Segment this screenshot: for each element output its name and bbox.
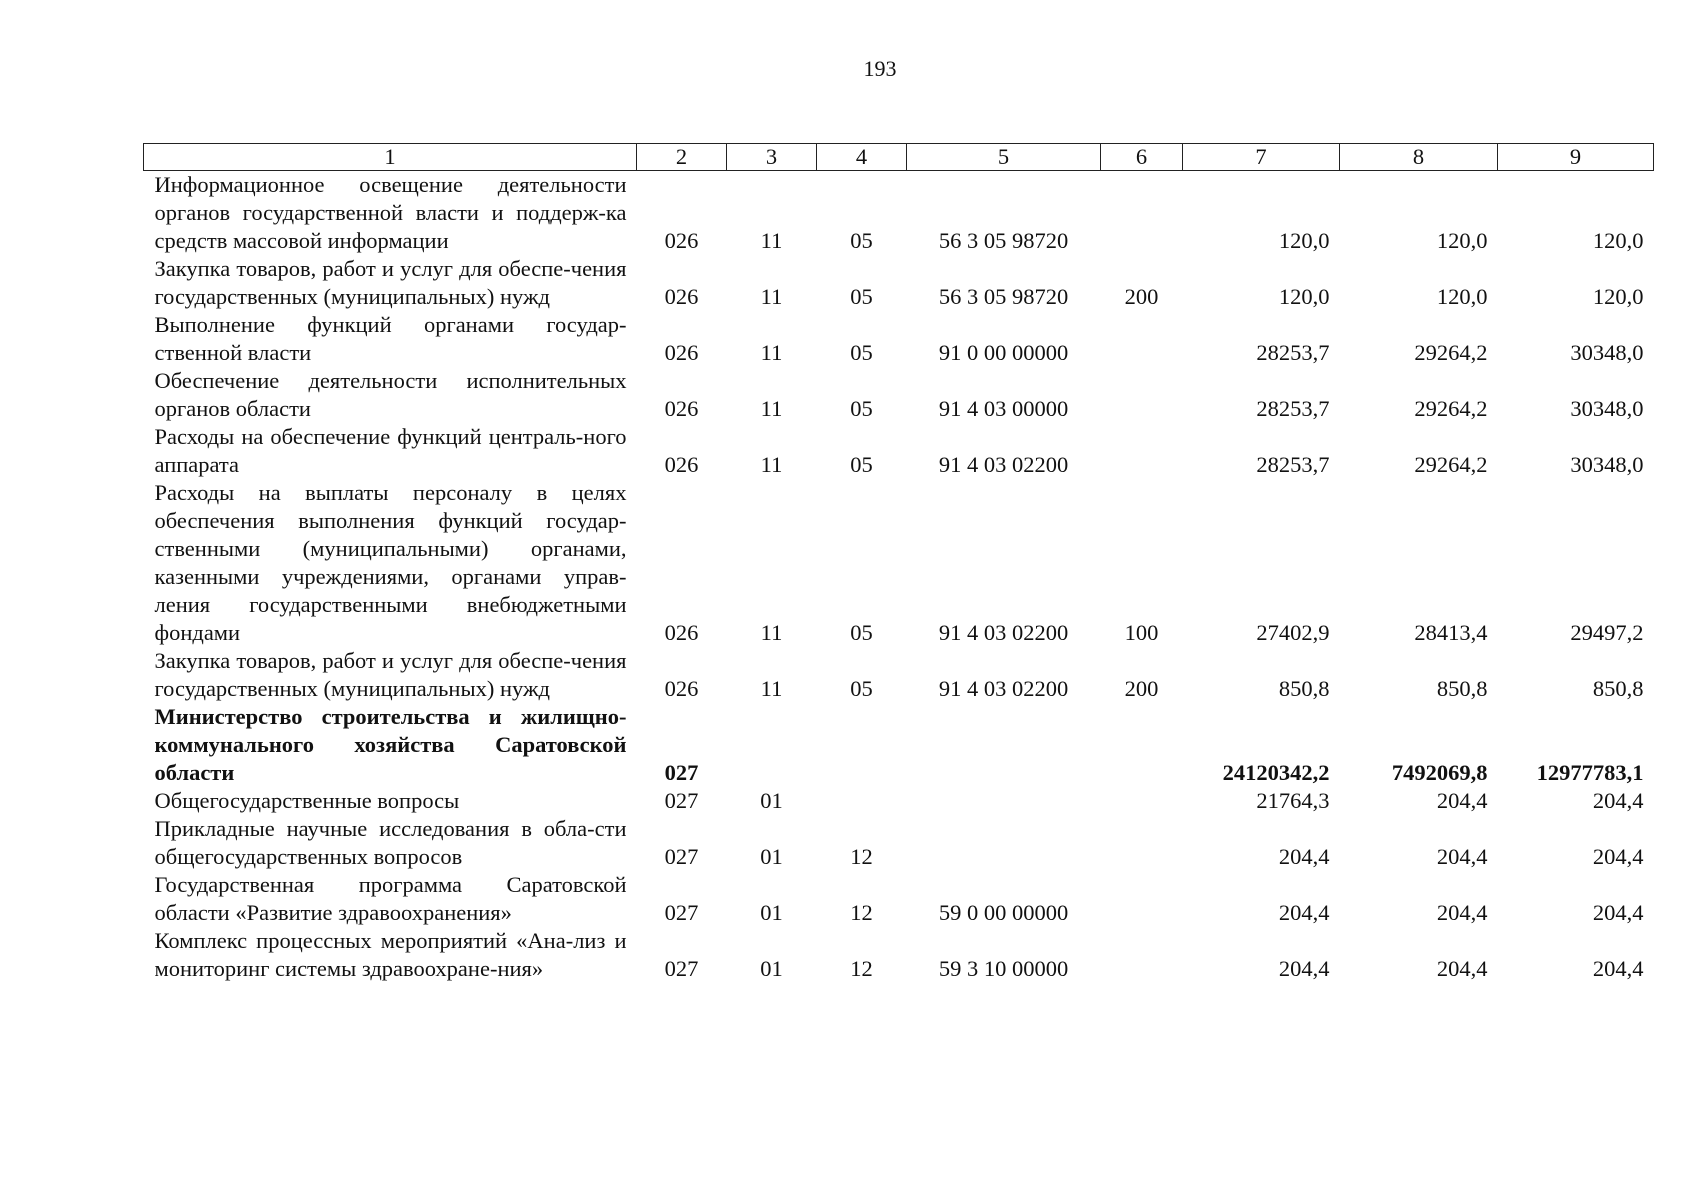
section-code: 11 (760, 620, 783, 645)
target-article (907, 815, 1101, 871)
row-name: Обеспечение деятельности исполнительных органов области (154, 368, 627, 421)
amount-year-1: 28253,7 (1256, 396, 1330, 421)
amount-year-1: 204,4 (1278, 844, 1330, 869)
section-code: 01 (760, 900, 783, 925)
target-article: 91 0 00 00000 (938, 340, 1069, 365)
subsection-code: 12 (850, 900, 873, 925)
column-header: 7 (1183, 144, 1340, 171)
amount-year-1: 27402,9 (1256, 620, 1330, 645)
subsection-code: 05 (850, 396, 873, 421)
amount-year-1: 850,8 (1278, 676, 1330, 701)
amount-year-1: 24120342,2 (1222, 760, 1330, 785)
column-header: 3 (727, 144, 817, 171)
target-article (907, 787, 1101, 815)
column-header: 8 (1340, 144, 1498, 171)
column-header: 1 (144, 144, 637, 171)
expense-type (1101, 871, 1183, 927)
ministry-code: 026 (664, 452, 699, 477)
row-name: Государственная программа Саратовской области «Развитие здравоохранения» (154, 872, 627, 925)
target-article: 56 3 05 98720 (938, 228, 1069, 253)
section-code: 11 (760, 228, 783, 253)
amount-year-2: 29264,2 (1414, 396, 1488, 421)
amount-year-1: 28253,7 (1256, 452, 1330, 477)
section-code: 11 (760, 284, 783, 309)
expense-type (1101, 367, 1183, 423)
subsection-code (817, 787, 907, 815)
target-article (907, 703, 1101, 787)
amount-year-2: 120,0 (1436, 284, 1488, 309)
amount-year-1: 204,4 (1278, 900, 1330, 925)
row-name: Закупка товаров, работ и услуг для обеспе-чения государственных (муниципальных) нужд (154, 648, 627, 701)
ministry-code: 026 (664, 620, 699, 645)
expense-type: 100 (1124, 620, 1159, 645)
ministry-code: 027 (664, 844, 699, 869)
amount-year-1: 21764,3 (1256, 788, 1330, 813)
target-article: 91 4 03 02200 (938, 676, 1069, 701)
column-header: 9 (1498, 144, 1654, 171)
ministry-code: 027 (664, 788, 699, 813)
amount-year-2: 29264,2 (1414, 340, 1488, 365)
table-row (144, 787, 1654, 815)
expense-type (1101, 311, 1183, 367)
ministry-code: 026 (664, 284, 699, 309)
amount-year-3: 30348,0 (1570, 396, 1644, 421)
column-header: 6 (1101, 144, 1183, 171)
amount-year-3: 850,8 (1592, 676, 1644, 701)
row-name: Общегосударственные вопросы (154, 788, 460, 813)
row-name: Комплекс процессных мероприятий «Ана-лиз и мониторинг системы здравоохране-ния» (154, 928, 627, 981)
row-name: Прикладные научные исследования в обла-сти общегосударственных вопросов (154, 816, 627, 869)
subsection-code: 05 (850, 452, 873, 477)
section-code: 01 (760, 956, 783, 981)
page-number: 193 (863, 56, 897, 81)
table-row (144, 871, 1654, 927)
table-row (144, 367, 1654, 423)
amount-year-1: 28253,7 (1256, 340, 1330, 365)
subsection-code: 05 (850, 340, 873, 365)
target-article: 59 3 10 00000 (938, 956, 1069, 981)
target-article: 91 4 03 02200 (938, 452, 1069, 477)
table-row (144, 255, 1654, 311)
amount-year-2: 204,4 (1436, 844, 1488, 869)
row-name: Расходы на обеспечение функций централь-ного аппарата (154, 424, 627, 477)
ministry-code: 027 (664, 760, 699, 785)
amount-year-3: 30348,0 (1570, 340, 1644, 365)
amount-year-3: 204,4 (1592, 844, 1644, 869)
expense-type (1101, 927, 1183, 983)
table-row (144, 423, 1654, 479)
row-name: Расходы на выплаты персоналу в целях обеспечения выполнения функций государ-ственными (муниципальными) органами, казенными учреждениями, органами управ-ления государственными внебюджетными фондами (154, 480, 627, 645)
amount-year-3: 12977783,1 (1536, 760, 1644, 785)
table-header (144, 144, 1654, 171)
amount-year-2: 204,4 (1436, 788, 1488, 813)
ministry-code: 026 (664, 396, 699, 421)
section-code (727, 703, 817, 787)
ministry-code: 026 (664, 676, 699, 701)
table-row (144, 703, 1654, 787)
section-code: 11 (760, 396, 783, 421)
ministry-code: 026 (664, 340, 699, 365)
subsection-code: 05 (850, 284, 873, 309)
amount-year-2: 120,0 (1436, 228, 1488, 253)
expense-type (1101, 423, 1183, 479)
ministry-code: 026 (664, 228, 699, 253)
subsection-code (817, 703, 907, 787)
table-row (144, 311, 1654, 367)
amount-year-3: 29497,2 (1570, 620, 1644, 645)
budget-table (143, 143, 1654, 983)
table-row (144, 647, 1654, 703)
expense-type (1101, 815, 1183, 871)
amount-year-2: 850,8 (1436, 676, 1488, 701)
expense-type: 200 (1124, 676, 1159, 701)
amount-year-3: 30348,0 (1570, 452, 1644, 477)
target-article: 91 4 03 00000 (938, 396, 1069, 421)
row-name: Выполнение функций органами государ-ственной власти (154, 312, 627, 365)
amount-year-3: 204,4 (1592, 900, 1644, 925)
column-header: 4 (817, 144, 907, 171)
expense-type (1101, 703, 1183, 787)
section-code: 01 (760, 788, 783, 813)
subsection-code: 12 (850, 956, 873, 981)
subsection-code: 05 (850, 228, 873, 253)
column-number-row (144, 144, 1654, 171)
table-row (144, 927, 1654, 983)
subsection-code: 05 (850, 620, 873, 645)
amount-year-2: 7492069,8 (1391, 760, 1488, 785)
row-name: Министерство строительства и жилищно-коммунального хозяйства Саратовской области (154, 704, 627, 785)
row-name: Закупка товаров, работ и услуг для обеспе-чения государственных (муниципальных) нужд (154, 256, 627, 309)
section-code: 11 (760, 340, 783, 365)
amount-year-2: 28413,4 (1414, 620, 1488, 645)
column-header: 2 (637, 144, 727, 171)
amount-year-3: 204,4 (1592, 956, 1644, 981)
expense-type (1101, 787, 1183, 815)
section-code: 11 (760, 676, 783, 701)
target-article: 59 0 00 00000 (938, 900, 1069, 925)
amount-year-1: 120,0 (1278, 284, 1330, 309)
section-code: 11 (760, 452, 783, 477)
column-header: 5 (907, 144, 1101, 171)
amount-year-2: 204,4 (1436, 900, 1488, 925)
amount-year-3: 120,0 (1592, 228, 1644, 253)
ministry-code: 027 (664, 900, 699, 925)
table-row (144, 815, 1654, 871)
subsection-code: 05 (850, 676, 873, 701)
amount-year-1: 120,0 (1278, 228, 1330, 253)
amount-year-3: 120,0 (1592, 284, 1644, 309)
row-name: Информационное освещение деятельности органов государственной власти и поддерж-ка средств массовой информации (154, 172, 627, 253)
target-article: 56 3 05 98720 (938, 284, 1069, 309)
table-row (144, 479, 1654, 647)
amount-year-1: 204,4 (1278, 956, 1330, 981)
target-article: 91 4 03 02200 (938, 620, 1069, 645)
amount-year-2: 204,4 (1436, 956, 1488, 981)
amount-year-3: 204,4 (1592, 788, 1644, 813)
expense-type: 200 (1124, 284, 1159, 309)
expense-type (1101, 171, 1183, 256)
table-row (144, 171, 1654, 256)
subsection-code: 12 (850, 844, 873, 869)
ministry-code: 027 (664, 956, 699, 981)
amount-year-2: 29264,2 (1414, 452, 1488, 477)
section-code: 01 (760, 844, 783, 869)
table-body (144, 171, 1654, 984)
